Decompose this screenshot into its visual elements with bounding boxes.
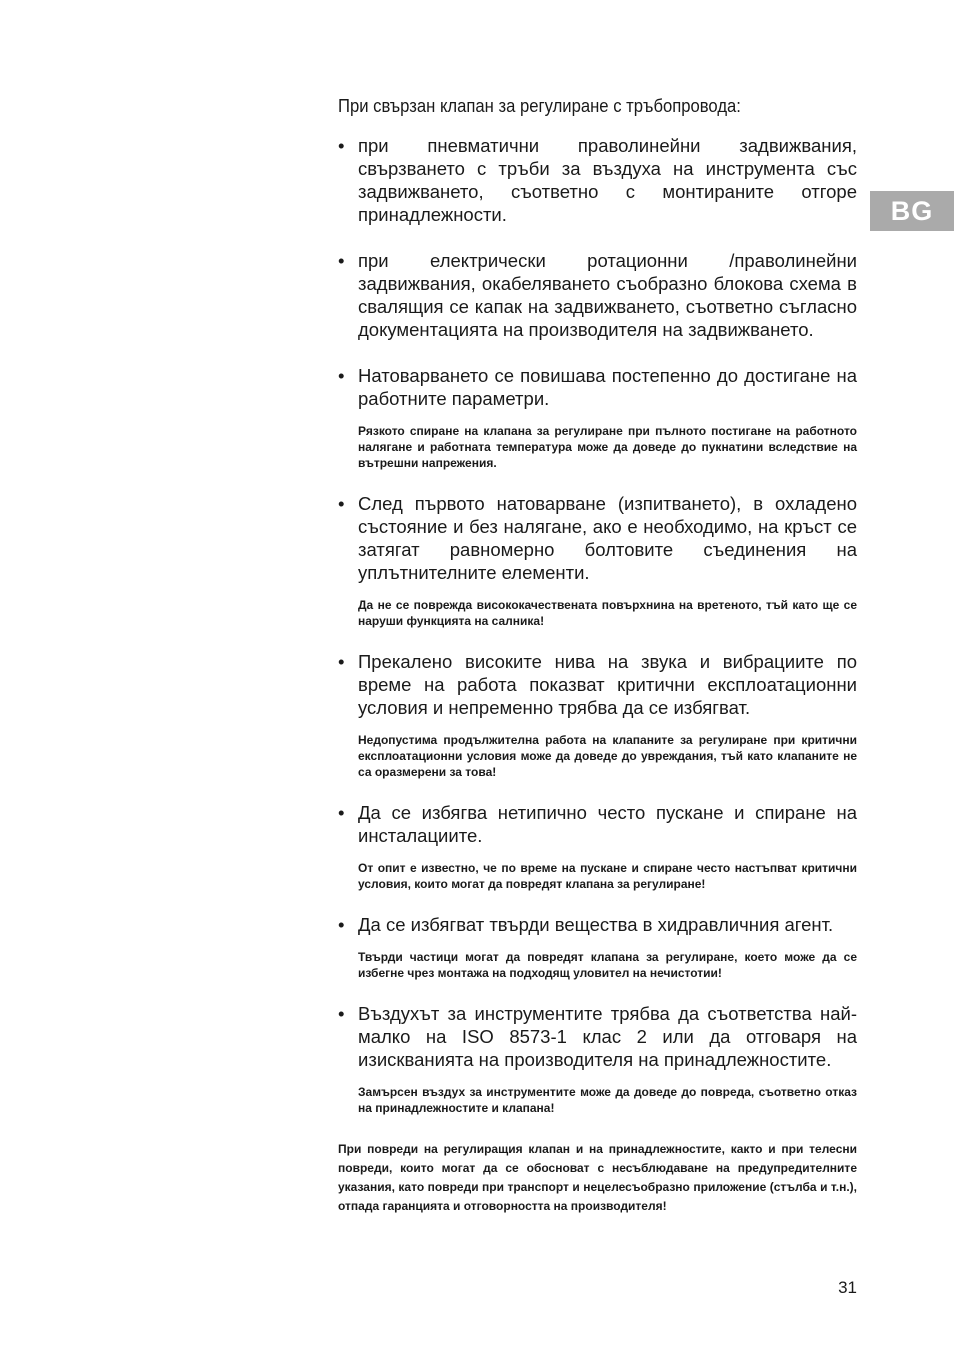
list-item-note: Замърсен въздух за инструментите може да доведе до повреда, съответно отказ на принадлежностите и клапана! bbox=[358, 1085, 857, 1115]
list-item bbox=[338, 492, 857, 629]
list-item-text: Въздухът за инструментите трябва да съответства най-малко на ISO 8573-1 клас 2 или да отговаря на изискванията на производителя на принадлежностите. bbox=[358, 1003, 857, 1070]
list-item-note: Твърди частици могат да повредят клапана за регулиране, което може да се избегне чрез монтажа на подходящ уловител на нечистотии! bbox=[358, 950, 857, 980]
list-item-note: Да не се поврежда висококачествената повърхнина на вретеното, тъй като ще се наруши функцията на салника! bbox=[358, 598, 857, 628]
list-item-note: Рязкото спиране на клапана за регулиране при пълното постигане на работното налягане и работната температура може да доведе до пукнатини вследствие на вътрешни напрежения. bbox=[358, 424, 857, 470]
bullet-icon: • bbox=[338, 365, 345, 386]
bullet-icon: • bbox=[338, 250, 345, 271]
bullet-icon: • bbox=[338, 135, 345, 156]
list-item-text: Прекалено високите нива на звука и вибрациите по време на работа показват критични експлоатационни условия и непременно трябва да се избягват. bbox=[358, 651, 857, 718]
list-item bbox=[338, 913, 857, 981]
intro-paragraph: При свързан клапан за регулиране с тръбопровода: bbox=[338, 95, 741, 116]
list-item-text: при електрически ротационни /праволинейни задвижвания, окабеляването съобразно блокова схема в свалящия се капак на задвижването, съответно съгласно документацията на производителя на задвижването. bbox=[358, 250, 857, 340]
list-item-text: Да се избягват твърди вещества в хидравличния агент. bbox=[358, 914, 834, 935]
bullet-icon: • bbox=[338, 914, 345, 935]
list-item-note: От опит е известно, че по време на пускане и спиране често настъпват критични условия, които могат да повредят клапана за регулиране! bbox=[358, 861, 857, 891]
bullet-icon: • bbox=[338, 651, 345, 672]
list-item-note: Недопустима продължителна работа на клапаните за регулиране при критични експлоатационни условия може да доведе до увреждания, тъй като клапаните не са оразмерени за това! bbox=[358, 733, 857, 779]
list-item-text: Да се избягва нетипично често пускане и спиране на инсталациите. bbox=[358, 802, 857, 846]
list-item-text: След първото натоварване (изпитването), в охладено състояние и без налягане, ако е необходимо, на кръст се затягат равномерно болтовите съединения на уплътнителните елементи. bbox=[358, 493, 857, 583]
list-item bbox=[338, 801, 857, 892]
list-item bbox=[338, 650, 857, 780]
closing-paragraph: При повреди на регулиращия клапан и на принадлежностите, както и при телесни повреди, които могат да се обосноват с несъблюдаване на предупредителните указания, като повреди при транспорт и нецелесъобразно приложение (стълба и т.н.), отпада гаранцията и отговорността на производителя! bbox=[338, 1142, 857, 1213]
list-item bbox=[338, 1002, 857, 1116]
list-item bbox=[338, 134, 857, 226]
language-tab: BG bbox=[870, 191, 954, 231]
bullet-icon: • bbox=[338, 1003, 345, 1024]
list-item-text: при пневматични праволинейни задвижвания, свързването с тръби за въздуха на инструмента със задвижването, съответно с монтираните отгоре принадлежности. bbox=[358, 135, 857, 225]
bullet-icon: • bbox=[338, 493, 345, 514]
page-content bbox=[338, 94, 857, 1216]
page-number: 31 bbox=[838, 1278, 857, 1297]
list-item bbox=[338, 364, 857, 471]
list-item bbox=[338, 249, 857, 341]
list-item-text: Натоварването се повишава постепенно до достигане на работните параметри. bbox=[358, 365, 857, 409]
bullet-icon: • bbox=[338, 802, 345, 823]
